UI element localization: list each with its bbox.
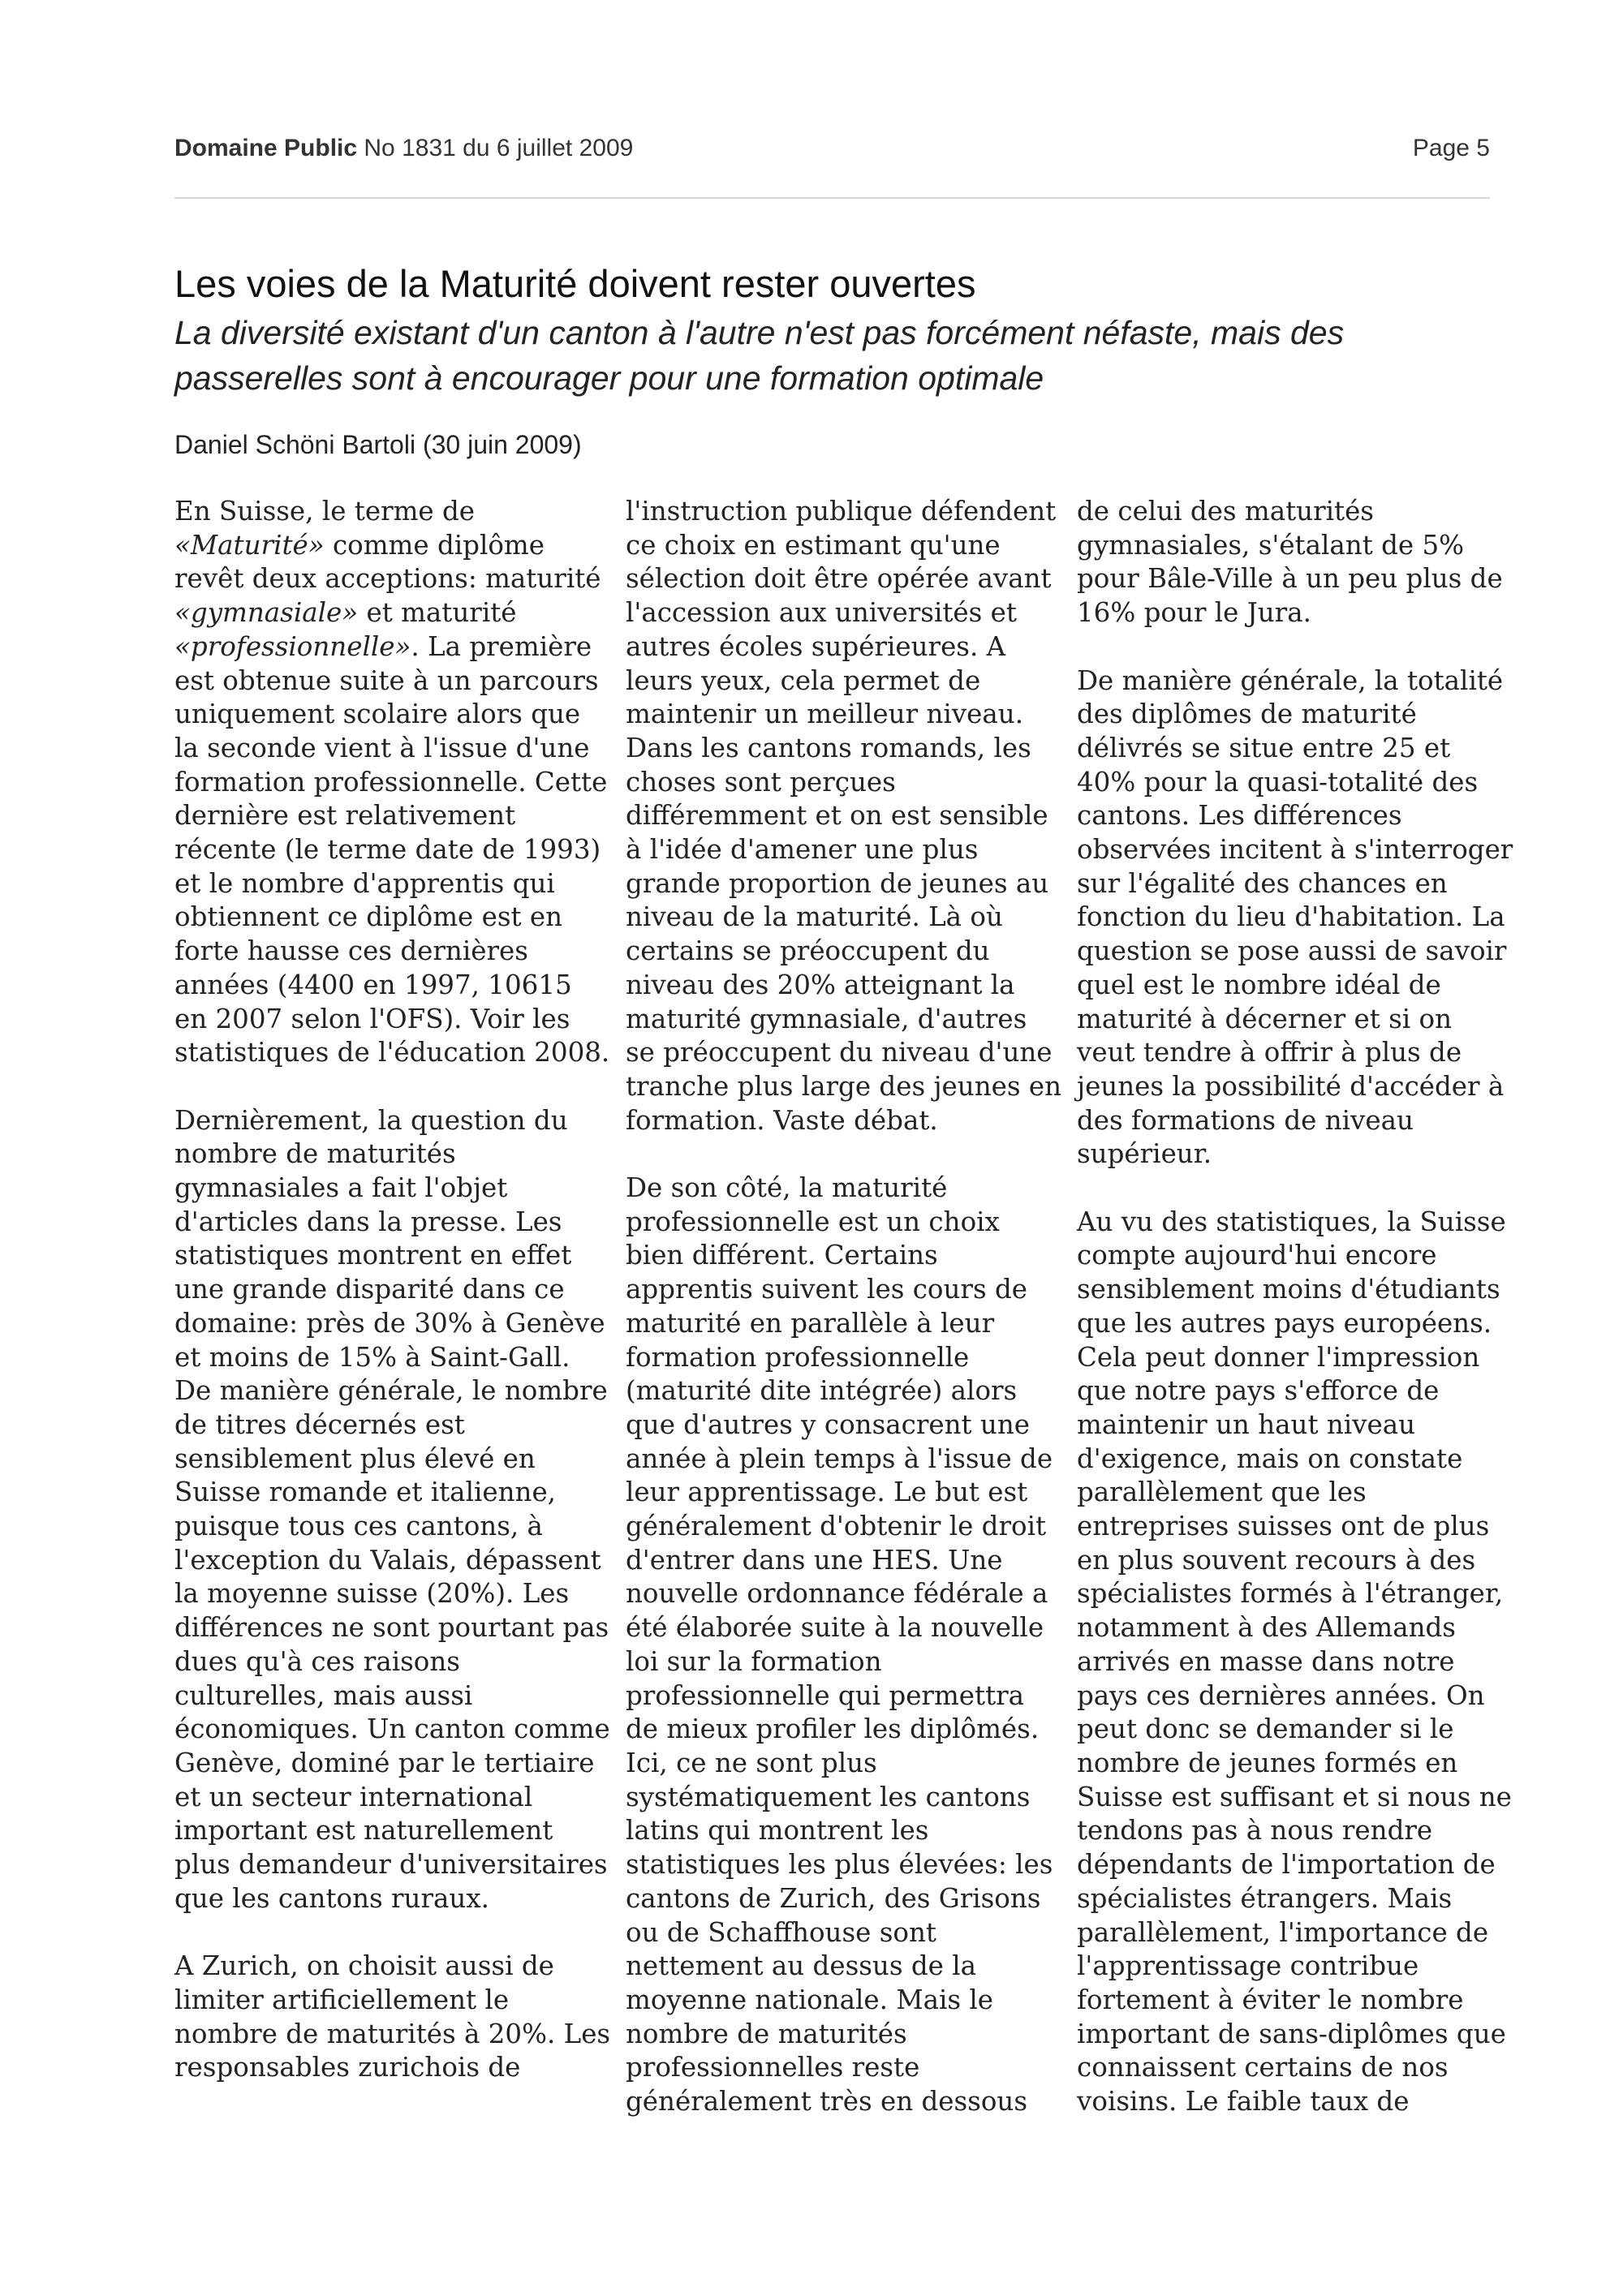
text-run: A Zurich, on choisit aussi de limiter artificiellement le nombre de maturités à 20%. Les responsables zurichois de [174,1950,611,2083]
paragraph [1077,664,1515,1172]
emphasized-text: «gymnasiale» [174,597,359,629]
emphasized-text: «professionnelle» [174,630,411,662]
paragraph [174,1950,613,2085]
paragraph [1077,495,1515,630]
text-run: de celui des maturités gymnasiales, s'étalant de 5% pour Bâle-Ville à un peu plus de 16% pour le Jura. [1077,496,1503,629]
text-run: Au vu des statistiques, la Suisse compte aujourd'hui encore sensiblement moins d'étudiants que les autres pays européens. Cela peut donner l'impression que notre pays s'efforce de maintenir un haut niveau d'exigence, mais on constate parallèlement que les entreprises suisses ont de plus en plus souvent recours à des spécialistes formés à l'étranger, notamment à des Allemands arrivés en masse dans notre pays ces dernières années. On peut donc se demander si le nombre de jeunes formés en Suisse est suffisant et si nous ne tendons pas à nous rendre dépendants de l'importation de spécialistes étrangers. Mais parallèlement, l'importance de l'apprentissage contribue fortement à éviter le nombre important de sans-diplômes que connaissent certains de nos voisins. Le faible taux de [1077,1206,1512,2118]
text-run: comme diplôme revêt deux acceptions: maturité [174,529,601,595]
emphasized-text: «Maturité» [174,529,325,561]
article-column-3 [1077,495,1515,2119]
paragraph [174,495,613,1070]
article-title: Les voies de la Maturité doivent rester ouvertes [174,262,976,305]
header-divider [174,197,1490,199]
paragraph [626,495,1064,1137]
text-run: En Suisse, le terme de [174,496,476,527]
text-run: . La première est obtenue suite à un parcours uniquement scolaire alors que la seconde vient à l'issue d'une formation professionnelle. Cette dernière est relativement récente (le terme date de 1993) et le nombre d'apprentis qui obtiennent ce diplôme est en forte hausse ces dernières années (4400 en 1997, 10615 en 2007 selon l'OFS). Voir les statistiques de l'éducation 2008. [174,630,610,1068]
article-byline: Daniel Schöni Bartoli (30 juin 2009) [174,430,582,459]
paragraph [174,1104,613,1916]
article-subtitle: La diversité existant d'un canton à l'autre n'est pas forcément néfaste, mais des passerelles sont à encourager pour une formation optimale [174,314,1345,397]
text-run: l'instruction publique défendent ce choix en estimant qu'une sélection doit être opérée avant l'accession aux universités et autres écoles supérieures. A leurs yeux, cela permet de maintenir un meilleur niveau. Dans les cantons romands, les choses sont perçues différemment et on est sensible à l'idée d'amener une plus grande proportion de jeunes au niveau de la maturité. Là où certains se préoccupent du niveau des 20% atteignant la maturité gymnasiale, d'autres se préoccupent du niveau d'une tranche plus large des jeunes en formation. Vaste débat. [626,496,1062,1136]
publication-name: Domaine Public [174,135,358,161]
issue-info: No 1831 du 6 juillet 2009 [364,135,634,161]
text-run: et maturité [358,597,517,629]
page-header [174,135,1490,167]
text-run: Dernièrement, la question du nombre de maturités gymnasiales a fait l'objet d'articles dans la presse. Les statistiques montrent en effet une grande disparité dans ce domaine: près de 30% à Genève et moins de 15% à Saint-Gall. De manière générale, le nombre de titres décernés est sensiblement plus élevé en Suisse romande et italienne, puisque tous ces cantons, à l'exception du Valais, dépassent la moyenne suisse (20%). Les différences ne sont pourtant pas dues qu'à ces raisons culturelles, mais aussi économiques. Un canton comme Genève, dominé par le tertiaire et un secteur international important est naturellement plus demandeur d'universitaires que les cantons ruraux. [174,1104,610,1914]
article-column-1 [174,495,613,2085]
paragraph [1077,1206,1515,2119]
page-number: Page 5 [1412,135,1490,161]
text-run: De manière générale, la totalité des diplômes de maturité délivrés se situe entre 25 et 40% pour la quasi-totalité des cantons. Les différences observées incitent à s'interroger sur l'égalité des chances en fonction du lieu d'habitation. La question se pose aussi de savoir quel est le nombre idéal de maturité à décerner et si on veut tendre à offrir à plus de jeunes la possibilité d'accéder à des formations de niveau supérieur. [1077,664,1513,1170]
text-run: De son côté, la maturité professionnelle est un choix bien différent. Certains apprentis suivent les cours de maturité en parallèle à leur formation professionnelle (maturité dite intégrée) alors que d'autres y consacrent une année à plein temps à l'issue de leur apprentissage. Le but est généralement d'obtenir le droit d'entrer dans une HES. Une nouvelle ordonnance fédérale a été élaborée suite à la nouvelle loi sur la formation professionnelle qui permettra de mieux profiler les diplômés. Ici, ce ne sont plus systématiquement les cantons latins qui montrent les statistiques les plus élevées: les cantons de Zurich, des Grisons ou de Schaffhouse sont nettement au dessus de la moyenne nationale. Mais le nombre de maturités professionnelles reste généralement très en dessous [626,1172,1053,2118]
article-column-2 [626,495,1064,2119]
paragraph [626,1172,1064,2119]
